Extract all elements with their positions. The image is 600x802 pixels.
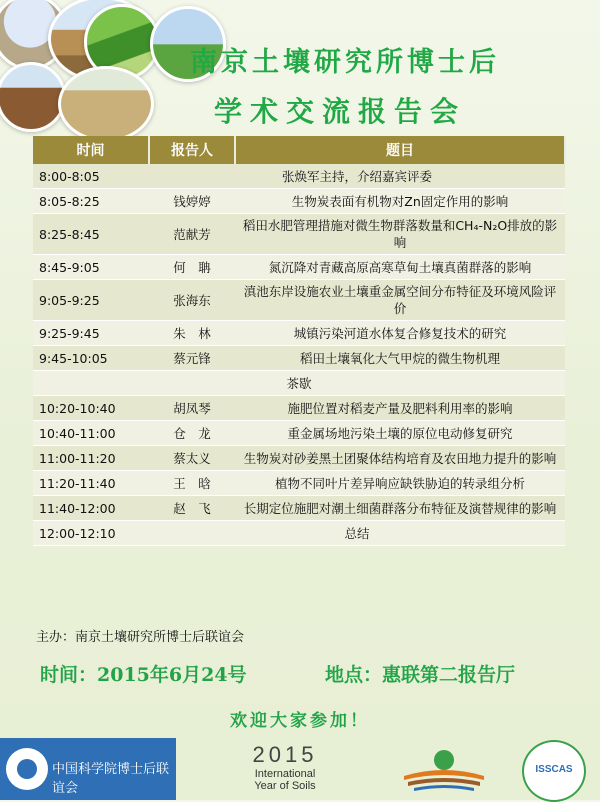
speaker-cell: 朱 林 [149, 321, 235, 346]
topic-cell: 生物炭对砂姜黑土团聚体结构培育及农田地力提升的影响 [235, 446, 565, 471]
time-cell: 8:00-8:05 [33, 164, 149, 189]
soil-layers-icon [398, 746, 490, 794]
speaker-cell: 范献芳 [149, 214, 235, 255]
iys-line1: International [254, 768, 316, 780]
topic-cell: 长期定位施肥对潮土细菌群落分布特征及演替规律的影响 [235, 496, 565, 521]
event-date: 时间：2015年6月24号 [40, 664, 247, 686]
time-cell: 8:45-9:05 [33, 255, 149, 280]
topic-cell: 滇池东岸设施农业土壤重金属空间分布特征及环境风险评价 [235, 280, 565, 321]
speaker-cell: 蔡太义 [149, 446, 235, 471]
schedule-row [33, 371, 565, 396]
flower-icon [6, 748, 48, 790]
topic-cell: 张焕军主持，介绍嘉宾评委 [149, 164, 565, 189]
poster-title-line1: 南京土壤研究所博士后 [190, 47, 500, 78]
topic-cell: 总结 [149, 521, 565, 546]
cas-logo-text: 中国科学院博士后联谊会 [52, 762, 170, 796]
header-topic: 题目 [235, 136, 565, 164]
schedule-row [33, 189, 565, 214]
event-location: 地点：惠联第二报告厅 [325, 664, 516, 686]
schedule-row [33, 446, 565, 471]
time-cell: 8:25-8:45 [33, 214, 149, 255]
speaker-cell: 仓 龙 [149, 421, 235, 446]
speaker-cell: 蔡元锋 [149, 346, 235, 371]
speaker-cell: 何 聃 [149, 255, 235, 280]
topic-cell: 稻田水肥管理措施对微生物群落数量和CH₄-N₂O排放的影响 [235, 214, 565, 255]
time-cell: 11:00-11:20 [33, 446, 149, 471]
international-year-of-soils-logo [200, 742, 370, 798]
schedule-row [33, 346, 565, 371]
schedule-row [33, 471, 565, 496]
schedule-header-row [33, 136, 565, 164]
schedule-row [33, 421, 565, 446]
schedule-row [33, 396, 565, 421]
time-cell: 9:25-9:45 [33, 321, 149, 346]
schedule-row [33, 214, 565, 255]
schedule-table [33, 136, 566, 546]
iys-line2: Year of Soils [254, 780, 316, 792]
time-cell: 11:40-12:00 [33, 496, 149, 521]
cas-postdoc-logo [0, 738, 176, 800]
schedule-row [33, 255, 565, 280]
time-cell: 9:45-10:05 [33, 346, 149, 371]
topic-cell: 施肥位置对稻麦产量及肥料利用率的影响 [235, 396, 565, 421]
time-cell: 12:00-12:10 [33, 521, 149, 546]
schedule-row [33, 321, 565, 346]
topic-cell: 稻田土壤氧化大气甲烷的微生物机理 [235, 346, 565, 371]
isscas-logo-text: ISSCAS [535, 764, 573, 775]
isscas-logo [522, 740, 586, 802]
time-cell: 10:20-10:40 [33, 396, 149, 421]
speaker-cell: 张海东 [149, 280, 235, 321]
time-cell: 10:40-11:00 [33, 421, 149, 446]
schedule-row [33, 280, 565, 321]
logo-strip [0, 738, 600, 800]
header-speaker: 报告人 [149, 136, 235, 164]
schedule-row [33, 496, 565, 521]
time-cell: 8:05-8:25 [33, 189, 149, 214]
speaker-cell: 赵 飞 [149, 496, 235, 521]
schedule-body [33, 164, 565, 546]
welcome-message: 欢迎大家参加！ [230, 711, 370, 731]
speaker-cell: 王 晗 [149, 471, 235, 496]
speaker-cell: 胡凤琴 [149, 396, 235, 421]
photo-plowed-field [0, 62, 66, 132]
topic-cell: 城镇污染河道水体复合修复技术的研究 [235, 321, 565, 346]
time-cell: 9:05-9:25 [33, 280, 149, 321]
schedule-row [33, 521, 565, 546]
schedule-row [33, 164, 565, 189]
header-time: 时间 [33, 136, 149, 164]
iys-year: 2015 [252, 742, 318, 767]
topic-cell: 生物炭表面有机物对Zn固定作用的影响 [235, 189, 565, 214]
topic-cell: 重金属场地污染土壤的原位电动修复研究 [235, 421, 565, 446]
host-organizer: 主办：南京土壤研究所博士后联谊会 [36, 630, 245, 645]
time-cell: 11:20-11:40 [33, 471, 149, 496]
topic-cell: 氮沉降对青藏高原高寒草甸土壤真菌群落的影响 [235, 255, 565, 280]
speaker-cell: 钱婷婷 [149, 189, 235, 214]
topic-cell: 植物不同叶片差异响应缺铁胁迫的转录组分析 [235, 471, 565, 496]
poster-title-line2: 学术交流报告会 [213, 95, 466, 128]
break-cell: 茶歇 [33, 371, 565, 396]
